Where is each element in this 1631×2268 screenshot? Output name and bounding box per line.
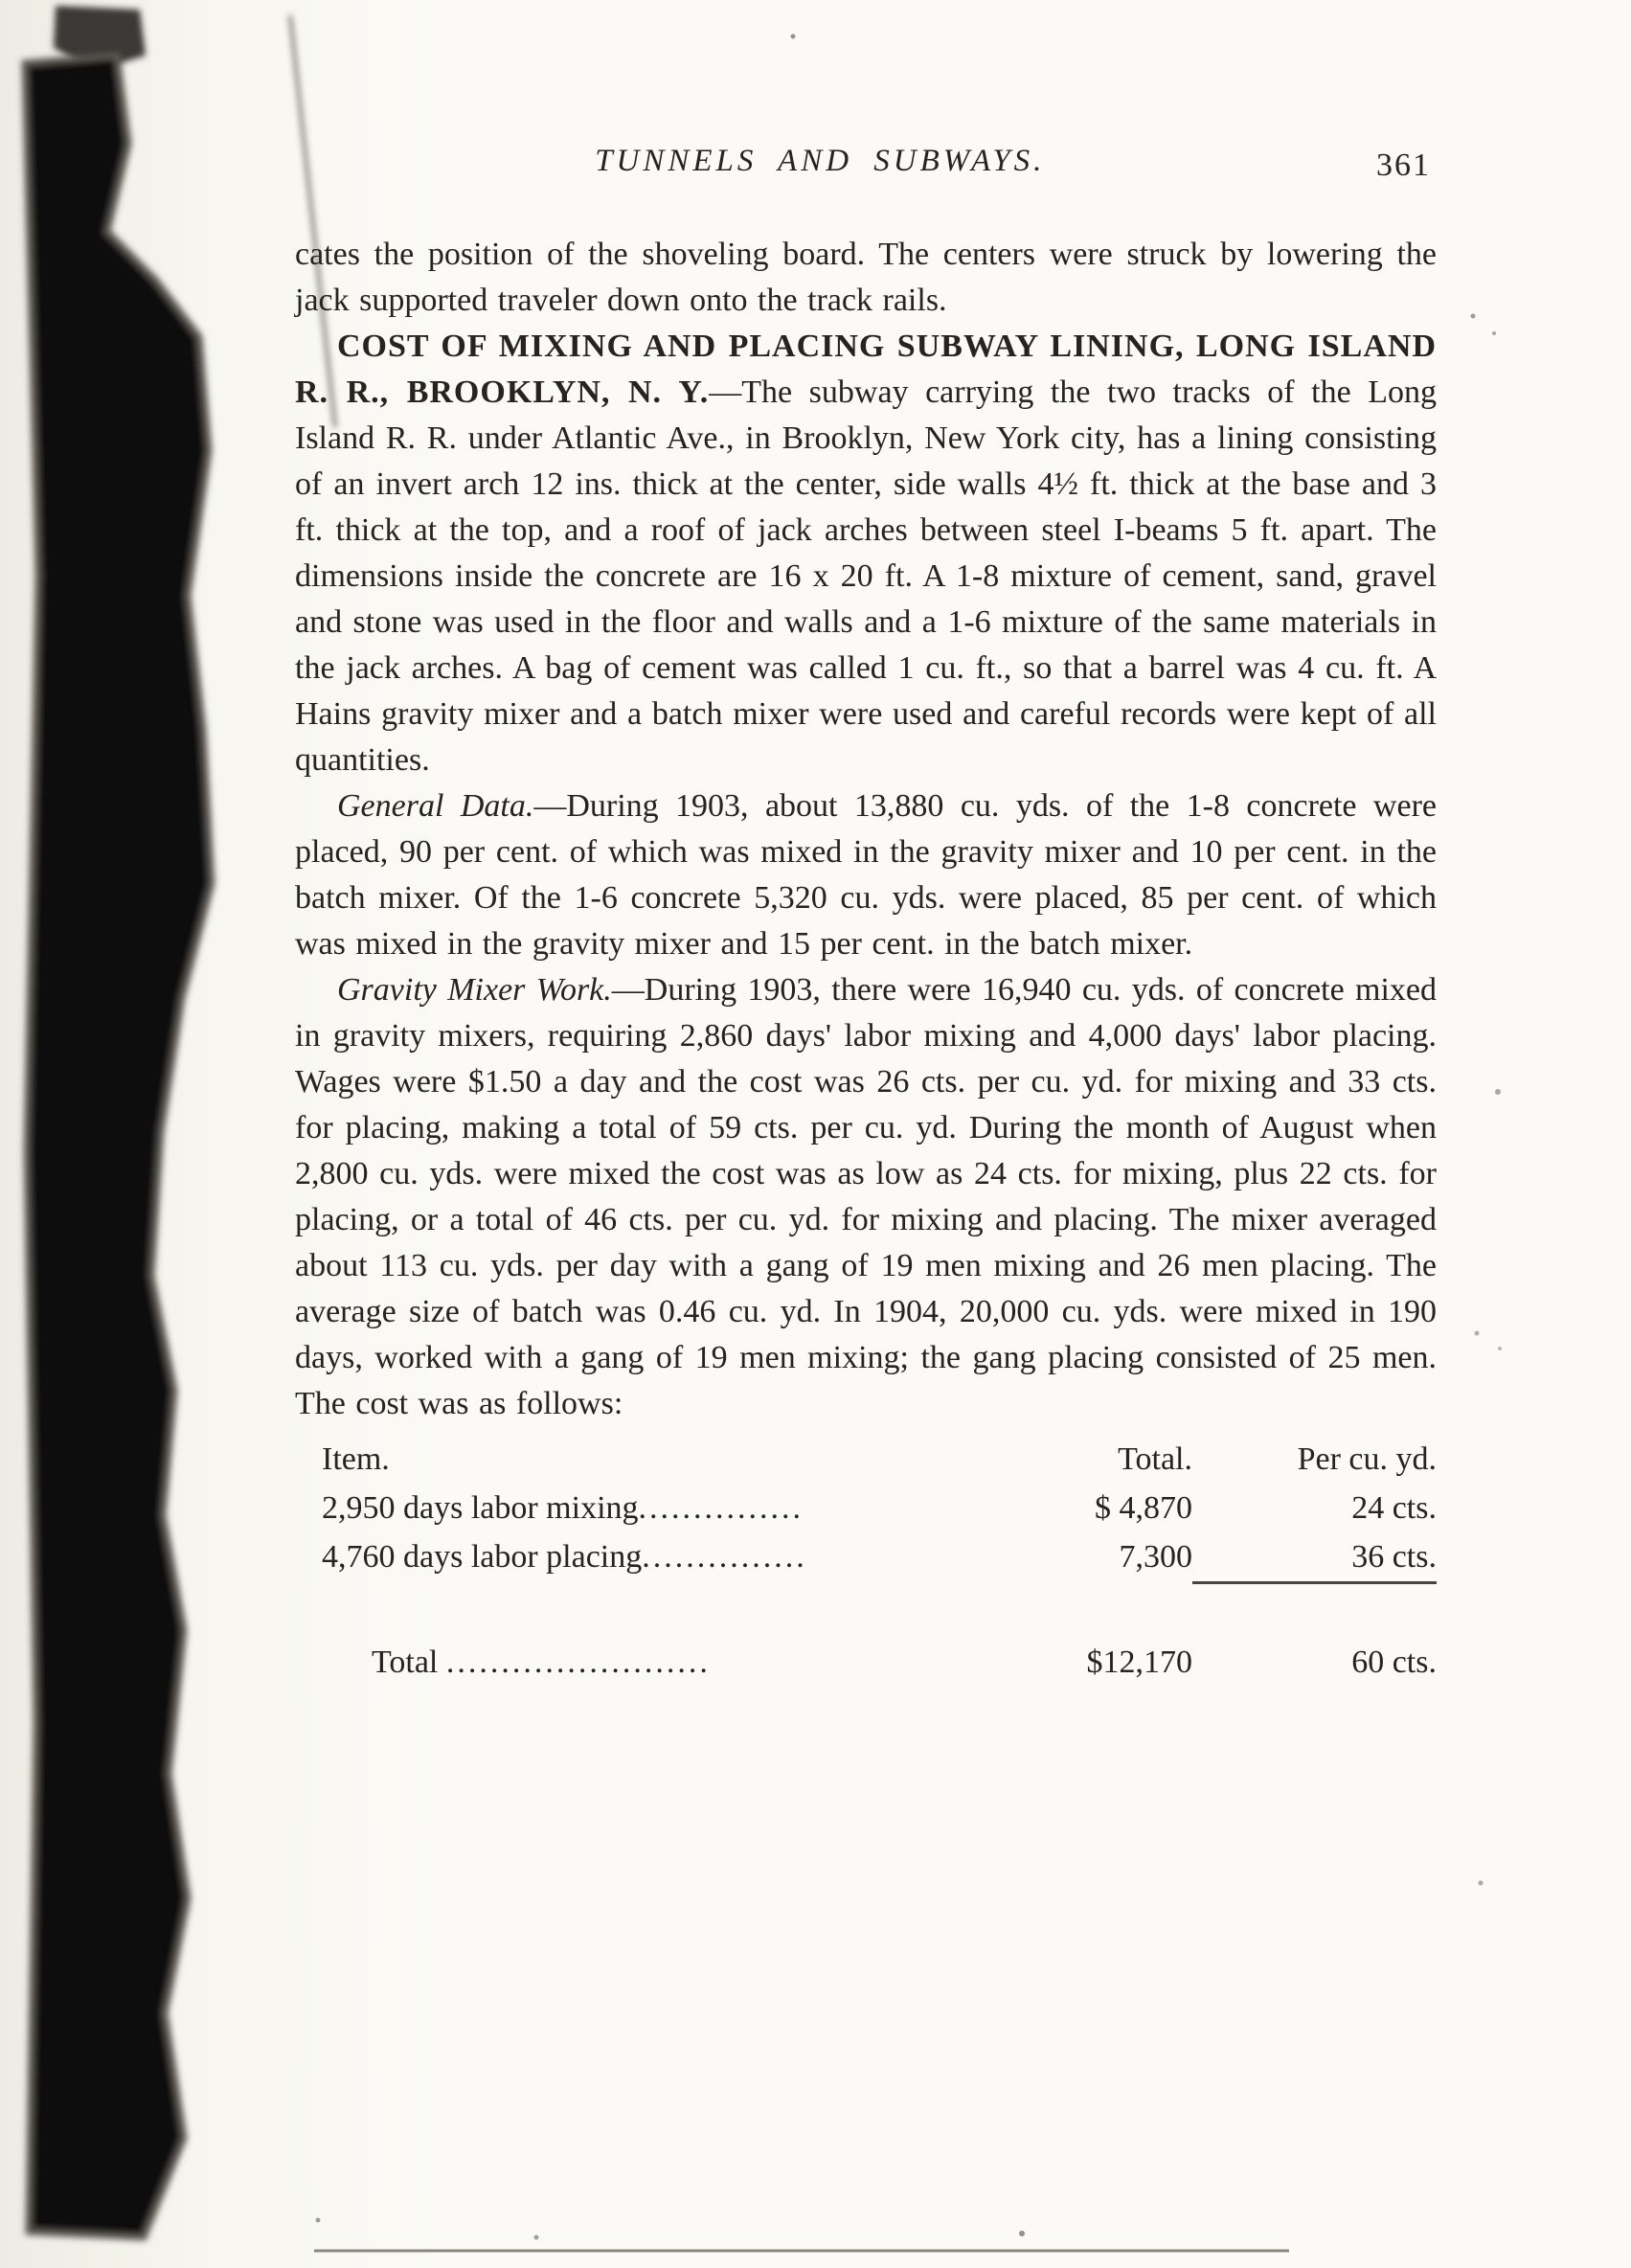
text-block <box>295 144 1437 1687</box>
row-total-value: 7,300 <box>1119 1539 1192 1575</box>
dot-leader: ........................ <box>445 1644 711 1680</box>
row-item-text: 4,760 days labor placing <box>322 1539 643 1575</box>
speck <box>1475 1331 1480 1336</box>
binding-shadow-strip <box>25 56 212 2237</box>
paragraph-general-data <box>295 783 1437 967</box>
row-item-label <box>295 1532 1010 1581</box>
cost-table-header-row <box>295 1435 1437 1484</box>
speck <box>1479 1881 1484 1886</box>
paragraph-text: —During 1903, there were 16,940 cu. yds. of concrete mixed in gravity mixers, requiring 2,860 days' labor mixing and 4,000 days' labor placing. Wages were $1.50 a day and the cost was 26 cts. per cu. yd. for mixing and 33 cts. for placing, making a total of 59 cts. per cu. yd. During the month of August when 2,800 cu. yds. were mixed the cost was as low as 24 cts. for mixing, plus 22 cts. for placing, or a total of 46 cts. per cu. yd. for mixing and placing. The mixer averaged about 113 cu. yds. per day with a gang of 19 men mixing and 26 men placing. The average size of batch was 0.46 cu. yd. In 1904, 20,000 cu. yds. were mixed in 190 days, worked with a gang of 19 men mixing; the gang placing consisted of 25 men. The cost was as follows: <box>295 972 1437 1421</box>
speck <box>1498 1347 1502 1350</box>
paragraph-continuation <box>295 232 1437 324</box>
paragraph-text: —During 1903, about 13,880 cu. yds. of the 1-8 concrete were placed, 90 per cent. of which was mixed in the gravity mixer and 10 per cent. in the batch mixer. Of the 1-6 concrete 5,320 cu. yds. were placed, 85 per cent. of which was mixed in the gravity mixer and 15 per cent. in the batch mixer. <box>295 788 1437 962</box>
column-header-per-cu-yd: Per cu. yd. <box>1297 1441 1437 1477</box>
speck <box>1492 331 1496 335</box>
cost-table <box>295 1435 1437 1687</box>
total-row-label <box>295 1638 1010 1687</box>
speck <box>316 2218 321 2223</box>
row-item-text: 2,950 days labor mixing <box>322 1490 639 1526</box>
column-header-item: Item. <box>322 1441 390 1477</box>
running-header <box>295 144 1437 205</box>
row-item-label <box>295 1484 1010 1532</box>
speck <box>791 34 796 39</box>
total-label-text: Total <box>372 1644 446 1680</box>
row-per-value: 24 cts. <box>1351 1490 1437 1526</box>
section-heading-cost-of-mixing: COST OF MIXING AND PLACING SUBWAY LINING, LONG ISLAND R. R., BROOKLYN, N. Y. <box>295 329 1437 410</box>
subsection-lead-general-data: General Data. <box>337 788 534 824</box>
table-row <box>295 1484 1437 1532</box>
total-row-total-value: $12,170 <box>1086 1644 1192 1680</box>
paragraph-text: —The subway carrying the two tracks of the Long Island R. R. under Atlantic Ave., in Brooklyn, New York city, has a lining consisting of an invert arch 12 ins. thick at the center, side walls 4½ ft. thick at the base and 3 ft. thick at the top, and a roof of jack arches between steel I-beams 5 ft. apart. The dimensions inside the concrete are 16 x 20 ft. A 1-8 mixture of cement, sand, gravel and stone was used in the floor and walls and a 1-6 mixture of the same materials in the jack arches. A bag of cement was called 1 cu. ft., so that a barrel was 4 cu. ft. A Hains gravity mixer and a batch mixer were used and careful records were kept of all quantities. <box>295 374 1437 778</box>
corner-scan-blob <box>54 6 146 71</box>
row-per-value: 36 cts. <box>1192 1532 1437 1584</box>
column-header-total: Total. <box>1118 1441 1192 1477</box>
table-total-row <box>295 1638 1437 1687</box>
speck <box>1471 314 1476 319</box>
speck <box>1019 2231 1025 2236</box>
table-row <box>295 1532 1437 1584</box>
running-header-title: TUNNELS AND SUBWAYS. <box>595 144 1046 178</box>
paragraph-gravity-mixer-work <box>295 967 1437 1427</box>
speck <box>1495 1089 1501 1095</box>
dot-leader: ............... <box>638 1490 804 1526</box>
paragraph-text: cates the position of the shoveling board. The centers were struck by lowering the jack supported traveler down onto the track rails. <box>295 237 1437 318</box>
paragraph-cost-section <box>295 324 1437 783</box>
total-row-per-value: 60 cts. <box>1351 1644 1437 1680</box>
speck <box>534 2235 539 2240</box>
row-total-value: $ 4,870 <box>1095 1490 1192 1526</box>
page-number: 361 <box>1376 147 1431 183</box>
subsection-lead-gravity-mixer-work: Gravity Mixer Work. <box>337 972 612 1008</box>
dot-leader: ............... <box>642 1539 807 1575</box>
